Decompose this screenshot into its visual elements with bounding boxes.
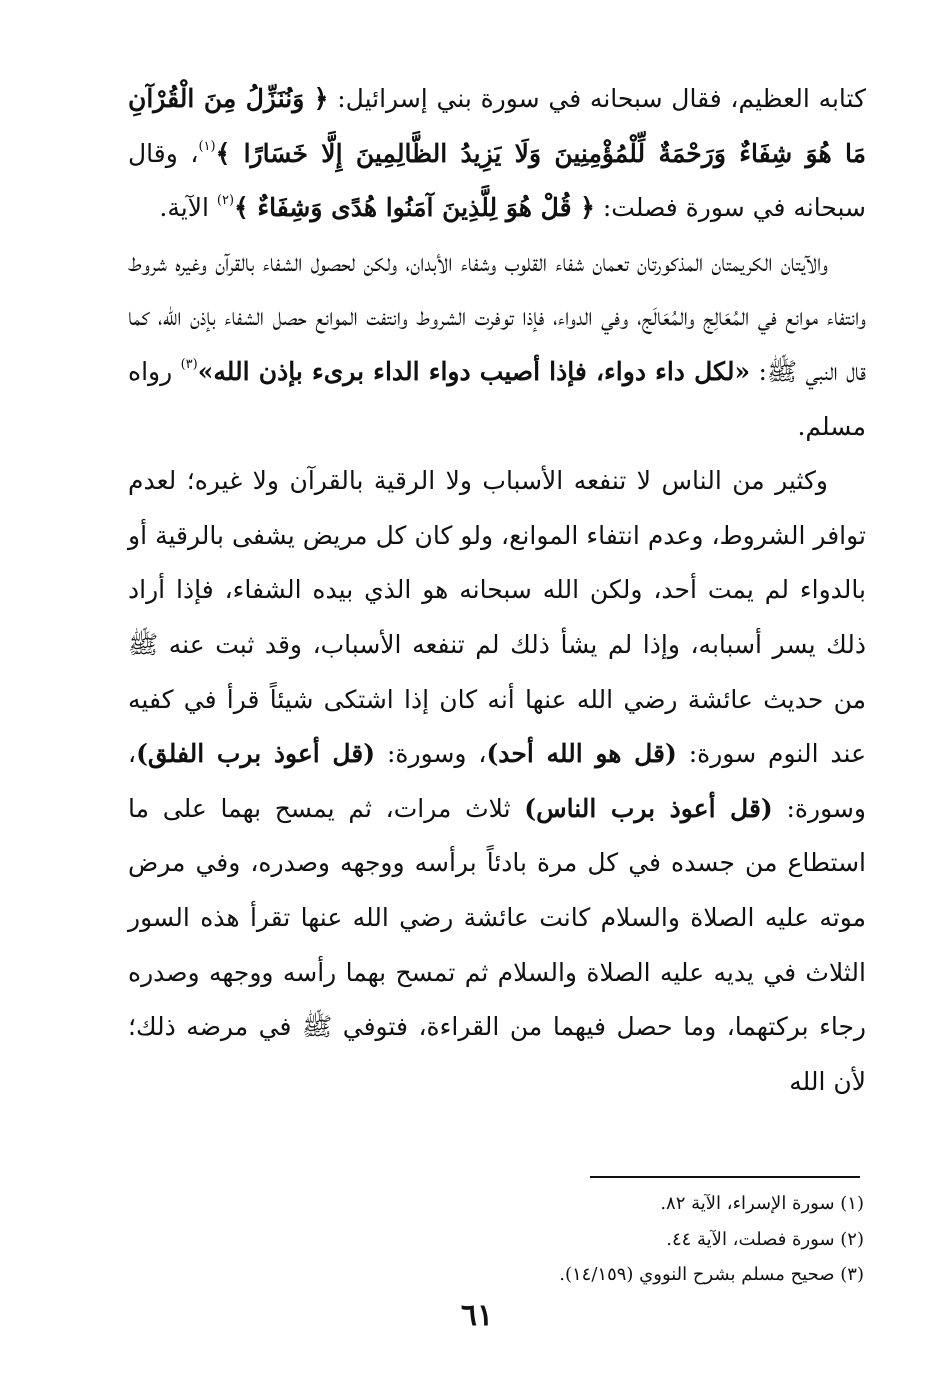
body-text: والآيتان الكريمتان المذكورتان تعمان شفاء القلوب وشفاء الأبدان، ولكن لحصول الشفاء بالقرآن وغيره شروط وانتفاء موانع في المُعَالِج والمُعَالَج، وفي الدواء، فإذا توفرت الشروط وانتفت الموانع حصل الشفاء بإذن الله، كما قال النبي ﷺ: xyxy=(128,247,867,386)
footnotes xyxy=(300,1186,864,1293)
footnote-marker: (٢) xyxy=(216,193,235,209)
emphasized-text: (قل هو الله أحد) xyxy=(486,739,677,769)
body-text: وكثير من الناس لا تنفعه الأسباب ولا الرقية بالقرآن ولا غيره؛ لعدم توافر الشروط، وعدم انتفاء الموانع، ولو كان كل مريض يشفى بالرقية أو بالدواء لم يمت أحد، ولكن الله سبحانه هو الذي بيده الشفاء، فإذا أراد ذلك يسر أسبابه، وإذا لم يشأ ذلك لم تنفعه الأسباب، وقد ثبت عنه ﷺ من حديث عائشة رضي الله عنها أنه كان إذا اشتكى شيئاً قرأ في كفيه عند النوم سورة: xyxy=(128,466,867,769)
page-number: ٦١ xyxy=(460,1298,494,1333)
paragraph-healing-conditions xyxy=(128,236,866,454)
body-text: الآية. xyxy=(159,193,217,223)
footnote-marker: (١) xyxy=(198,138,216,154)
body-text: ، وسورة: xyxy=(128,739,867,823)
paragraph-verses xyxy=(128,72,866,236)
body-text: ، وقال سبحانه في سورة فصلت: xyxy=(128,138,866,223)
emphasized-text: «لكل داء دواء، فإذا أصيب دواء الداء برىء بإذن الله» xyxy=(197,356,751,386)
body-text: ثلاث مرات، ثم يمسح بهما على ما استطاع من جسده في كل مرة بادئاً برأسه ووجهه وصدره، وفي مرض موته عليه الصلاة والسلام كانت عائشة رضي الله عنها تقرأ هذه السور الثلاث في يديه عليه الصلاة والسلام ثم تمسح بهما رأسه ووجهه وصدره رجاء بركتهما، وما حصل فيهما من القراءة، فتوفي ﷺ في مرضه ذلك؛ لأن الله xyxy=(128,793,866,1096)
body-text: كتابه العظيم، فقال سبحانه في سورة بني إسرائيل: xyxy=(328,84,866,113)
book-page-body xyxy=(128,72,866,1109)
quran-verse: ﴿ قُلْ هُوَ لِلَّذِينَ آمَنُوا هُدًى وَشِفَاءٌ ﴾ xyxy=(234,193,595,223)
emphasized-text: (قل أعوذ برب الفلق) xyxy=(136,739,376,769)
paragraph-ruqyah-practice xyxy=(128,454,866,1109)
body-text: ، وسورة: xyxy=(375,739,487,769)
quran-verse: ﴿ وَنُنَزِّلُ مِنَ الْقُرْآنِ مَا هُوَ شِفَاءٌ وَرَحْمَةٌ لِّلْمُؤْمِنِينَ وَلَا يَزِيدُ الظَّالِمِينَ إِلَّا خَسَارًا ﴾ xyxy=(128,84,866,168)
footnote-marker: (٣) xyxy=(180,356,198,372)
footnote-separator xyxy=(590,1176,860,1178)
emphasized-text: (قل أعوذ برب الناس) xyxy=(524,793,773,823)
body-text: رواه مسلم. xyxy=(128,356,866,441)
footnote-1: (١) سورة الإسراء، الآية ٨٢. xyxy=(660,1193,864,1214)
footnote-2: (٢) سورة فصلت، الآية ٤٤. xyxy=(666,1228,864,1250)
footnote-3: (٣) صحيح مسلم بشرح النووي (١٤/١٥٩). xyxy=(559,1264,864,1285)
